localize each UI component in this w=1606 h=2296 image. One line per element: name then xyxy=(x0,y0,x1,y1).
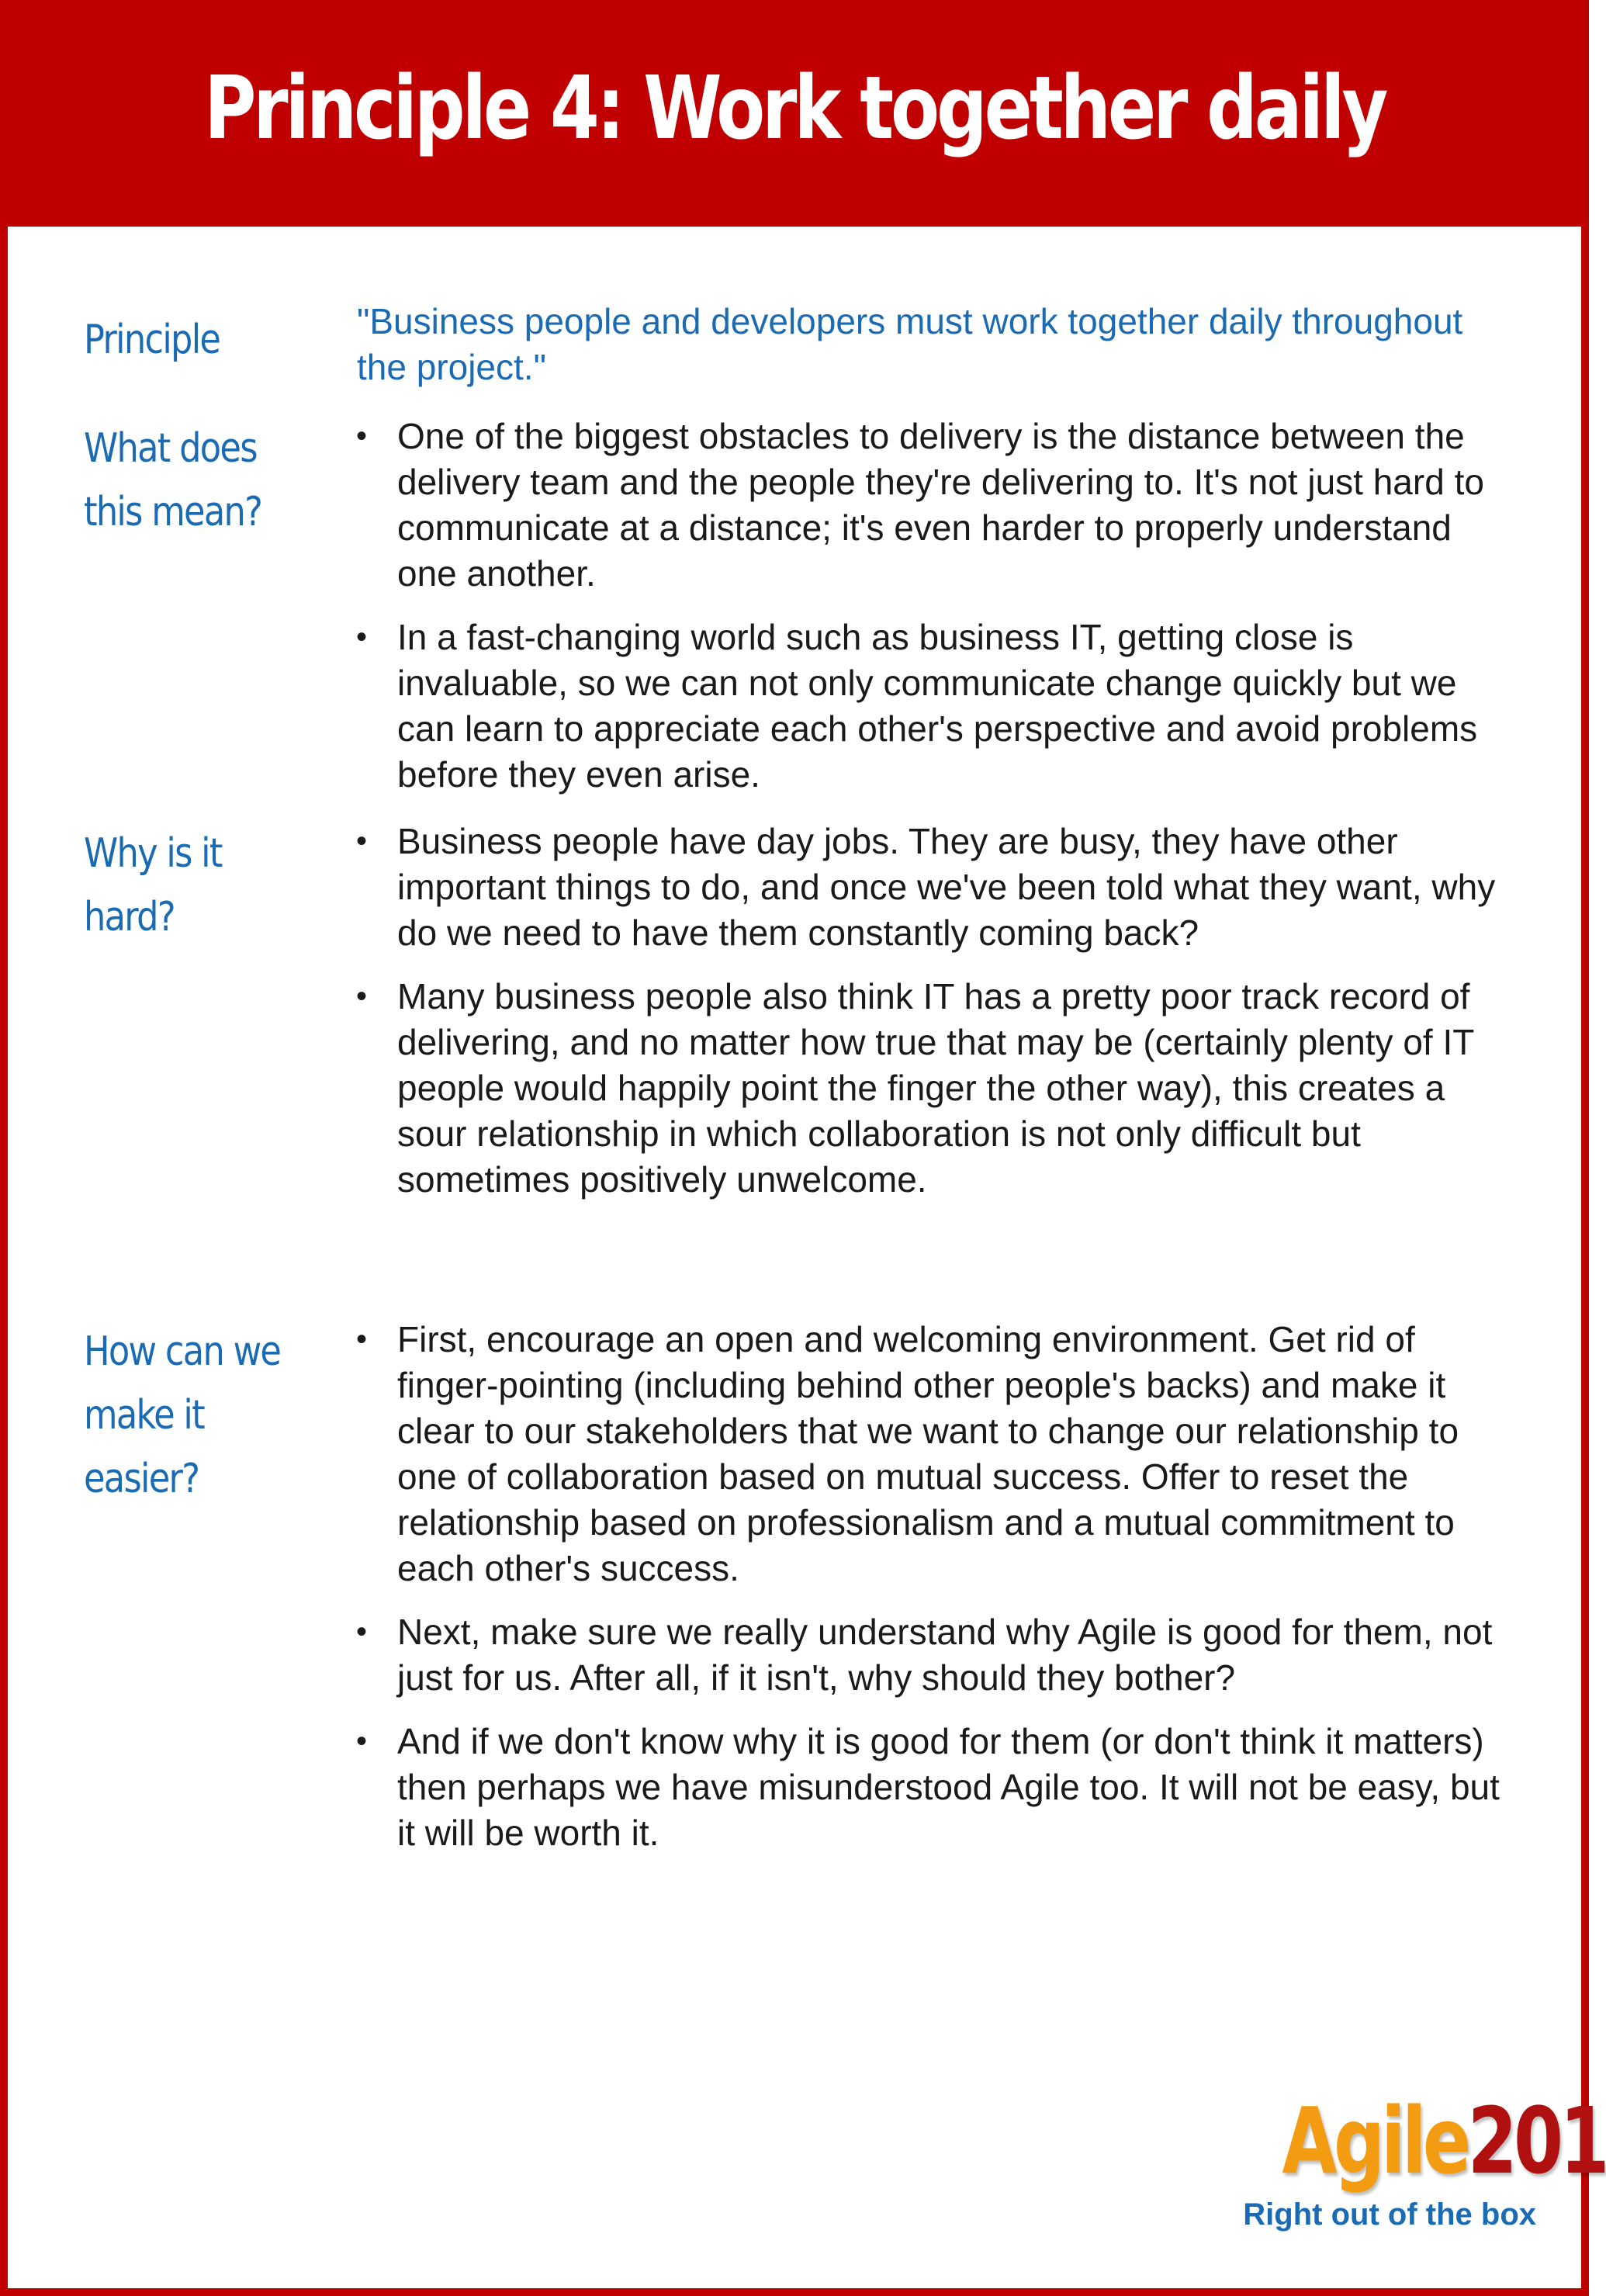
logo-wordmark xyxy=(1282,2087,1606,2194)
section-label-meaning xyxy=(84,417,284,544)
bullet-icon: • xyxy=(356,1615,368,1649)
label-line: this mean? xyxy=(84,489,262,535)
label-line: make it xyxy=(84,1392,204,1439)
list-item: • Business people have day jobs. They are busy, they have other important things to do, and once we've been told what they want, why do we need to have them constantly coming back? xyxy=(353,819,1501,956)
label-line: Why is it xyxy=(84,830,222,877)
bullet-list-easier xyxy=(353,1317,1501,1874)
page-title: Principle 4: Work together daily xyxy=(203,58,1386,159)
logo-number: 201 xyxy=(1467,2087,1606,2194)
logo-word: Agile xyxy=(1282,2087,1468,2194)
label-line: Principle xyxy=(84,317,220,363)
bullet-icon: • xyxy=(356,419,368,453)
header-banner xyxy=(0,0,1589,227)
label-line: easier? xyxy=(84,1456,199,1502)
list-item: • First, encourage an open and welcoming environment. Get rid of finger-pointing (including behind other people's backs) and make it clear to our stakeholders that we want to change our relationship to one of collaboration based on mutual success. Offer to reset the relationship based on professionalism and a mutual commitment to each other's success. xyxy=(353,1317,1501,1591)
list-item: • And if we don't know why it is good for them (or don't think it matters) then perhaps we have misunderstood Agile too. It will not be easy, but it will be worth it. xyxy=(353,1719,1501,1856)
bullet-icon: • xyxy=(356,620,368,654)
bullet-list-hard xyxy=(353,819,1501,1221)
logo-tagline: Right out of the box xyxy=(1243,2197,1536,2232)
label-line: How can we xyxy=(84,1328,281,1375)
list-item: • One of the biggest obstacles to delivery is the distance between the delivery team and the people they're delivering to. It's not just hard to communicate at a distance; it's even harder to properly understand one another. xyxy=(353,414,1501,597)
principle-quote: "Business people and developers must work together daily throughout the project." xyxy=(357,301,1463,387)
label-line: hard? xyxy=(84,894,175,940)
list-item: • In a fast-changing world such as business IT, getting close is invaluable, so we can not only communicate change quickly but we can learn to appreciate each other's perspective and avoid problems before they even arise. xyxy=(353,615,1501,798)
section-label-principle xyxy=(84,308,284,372)
list-item: • Next, make sure we really understand why Agile is good for them, not just for us. After all, if it isn't, why should they bother? xyxy=(353,1609,1501,1701)
bullet-icon: • xyxy=(356,824,368,858)
agile201-logo xyxy=(1210,2087,1606,2232)
bullet-icon: • xyxy=(356,1322,368,1356)
bullet-icon: • xyxy=(356,1724,368,1758)
bullet-icon: • xyxy=(356,979,368,1013)
label-line: What does xyxy=(84,425,257,472)
list-item: • Many business people also think IT has a pretty poor track record of delivering, and no matter how true that may be (certainly plenty of IT people would happily point the finger the other way), this creates a sour relationship in which collaboration is not only difficult but sometimes positively unwelcome. xyxy=(353,974,1501,1203)
section-label-easier xyxy=(84,1320,284,1511)
section-label-hard xyxy=(84,822,284,949)
bullet-list-meaning xyxy=(353,414,1501,816)
